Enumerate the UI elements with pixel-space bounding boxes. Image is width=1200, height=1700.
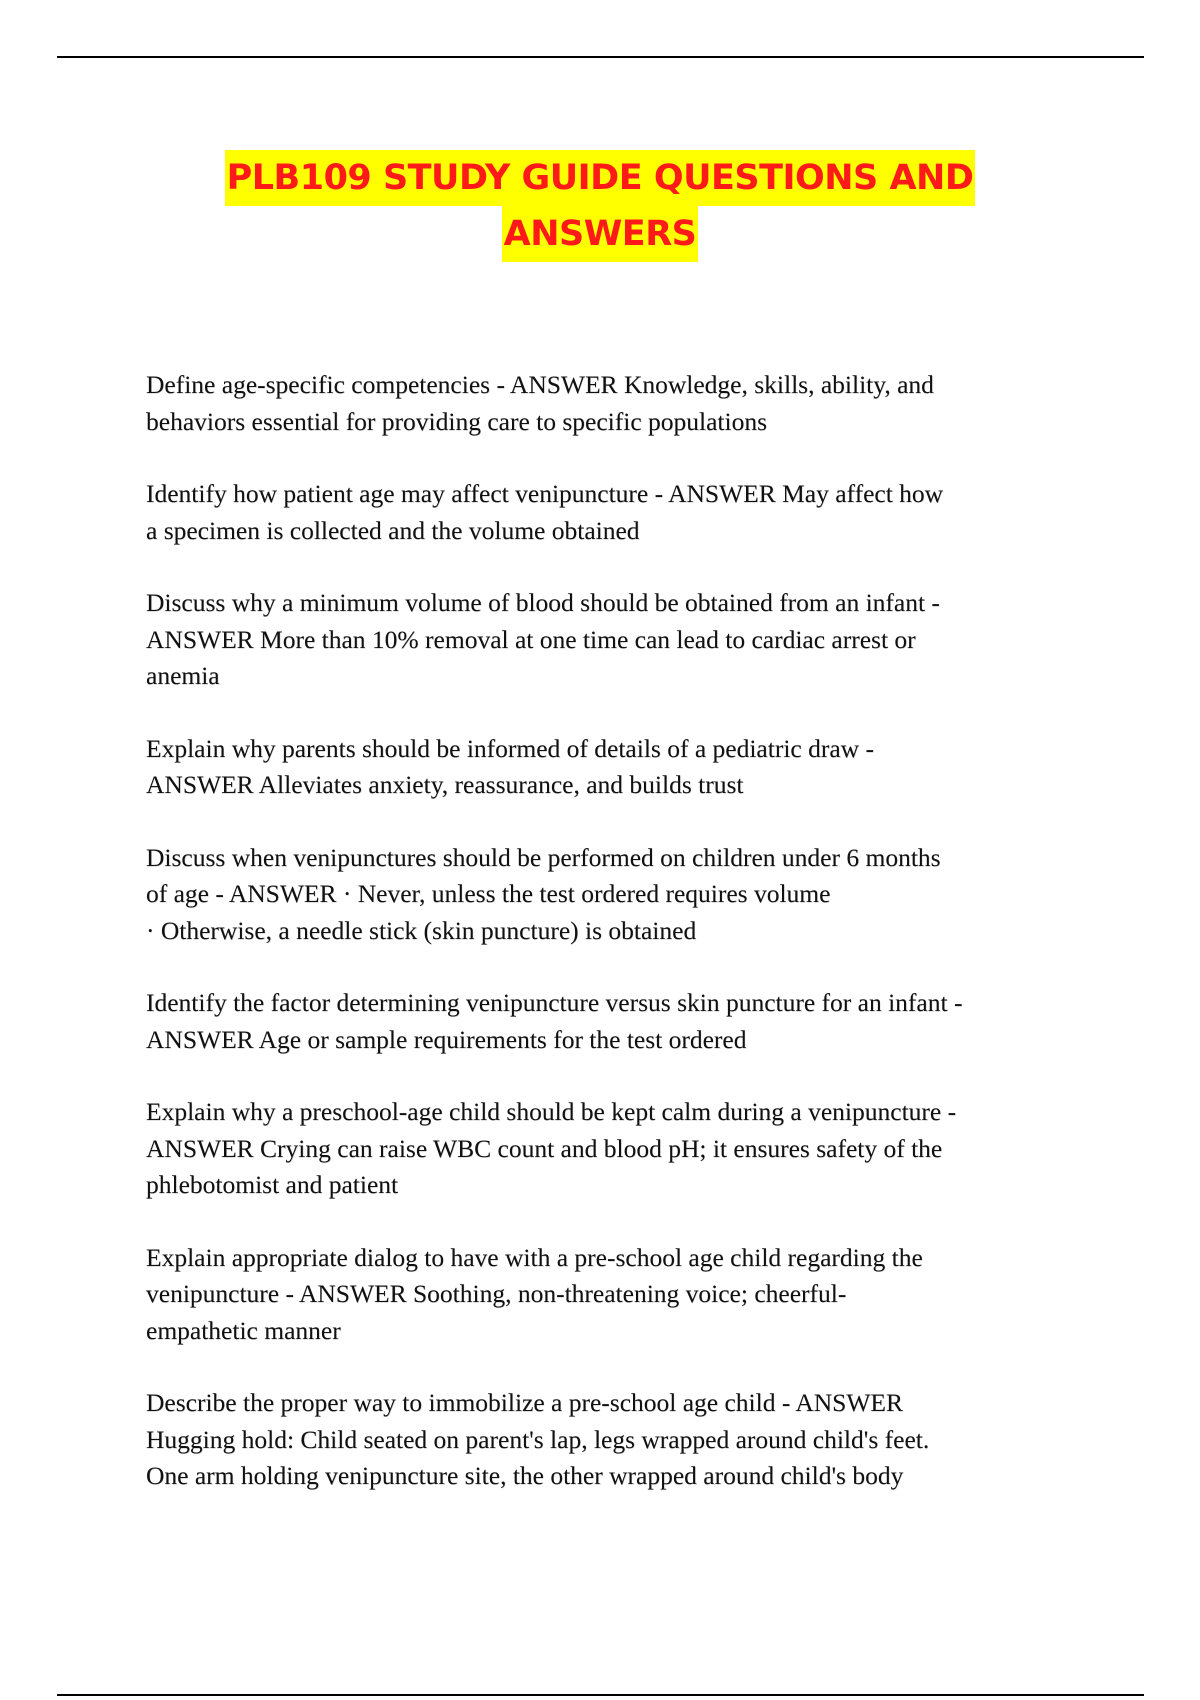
document-title	[0, 150, 1200, 262]
qa-item-4: Explain why parents should be informed of details of a pediatric draw - ANSWER Alleviates anxiety, reassurance, and builds trust	[146, 733, 874, 799]
qa-item-5: Discuss when venipunctures should be performed on children under 6 months of age - ANSWER · Never, unless the test ordered requires volume · Otherwise, a needle stick (skin puncture) is obtained	[146, 842, 941, 945]
qa-item-7: Explain why a preschool-age child should be kept calm during a venipuncture - ANSWER Crying can raise WBC count and blood pH; it ensures safety of the phlebotomist and patient	[146, 1097, 957, 1199]
title-line-1: PLB109 STUDY GUIDE QUESTIONS AND	[225, 150, 976, 206]
qa-item-1: Define age-specific competencies - ANSWER Knowledge, skills, ability, and behaviors essential for providing care to specific populations	[146, 370, 934, 436]
qa-item-6: Identify the factor determining venipuncture versus skin puncture for an infant - ANSWER Age or sample requirements for the test ordered	[146, 988, 963, 1054]
title-line-2: ANSWERS	[502, 206, 699, 262]
qa-item-3: Discuss why a minimum volume of blood should be obtained from an infant - ANSWER More than 10% removal at one time can lead to cardiac arrest or anemia	[146, 588, 940, 690]
qa-list	[146, 367, 1071, 1531]
top-rule	[57, 56, 1144, 58]
qa-item-9: Describe the proper way to immobilize a pre-school age child - ANSWER Hugging hold: Child seated on parent's lap, legs wrapped around child's feet. One arm holding venipuncture site, the other wrapped around child's body	[146, 1388, 930, 1490]
qa-item-8: Explain appropriate dialog to have with a pre-school age child regarding the venipuncture - ANSWER Soothing, non-threatening voice; cheerful- empathetic manner	[146, 1242, 923, 1345]
bottom-rule	[57, 1694, 1144, 1696]
qa-item-2: Identify how patient age may affect venipuncture - ANSWER May affect how a specimen is collected and the volume obtained	[146, 479, 944, 545]
